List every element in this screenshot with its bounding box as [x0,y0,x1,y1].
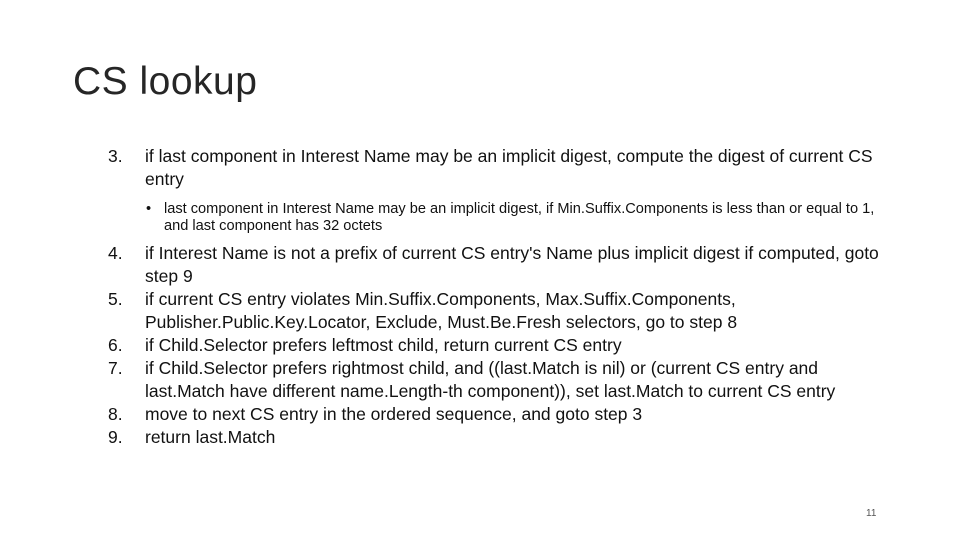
step-text: if Child.Selector prefers leftmost child, return current CS entry [145,335,622,355]
step-number: 5. [108,289,123,309]
step-item [108,145,888,191]
step-item [108,288,888,334]
step-item [108,242,888,288]
step-item [108,403,888,426]
step-number: 3. [108,146,123,166]
sub-bullet-item [145,201,888,235]
step-number: 4. [108,243,123,263]
step-text: return last.Match [145,427,276,447]
step-item [108,426,888,449]
page-number: 11 [866,508,877,519]
sub-bullet-text: last component in Interest Name may be an implicit digest, if Min.Suffix.Components is less than or equal to 1, and last component has 32 octets [164,201,875,234]
slide-title: CS lookup [73,60,258,103]
step-text: if Child.Selector prefers rightmost child, and ((last.Match is nil) or (current CS entry and last.Match have different name.Length-th component)), set last.Match to current CS entry [145,358,836,401]
step-text: if last component in Interest Name may be an implicit digest, compute the digest of current CS entry [145,146,873,189]
step-number: 9. [108,427,123,447]
step-text: if current CS entry violates Min.Suffix.Components, Max.Suffix.Components, Publisher.Public.Key.Locator, Exclude, Must.Be.Fresh selectors, go to step 8 [145,289,738,332]
step-item [108,334,888,357]
step-item [108,357,888,403]
step-number: 7. [108,358,123,378]
step-text: move to next CS entry in the ordered sequence, and goto step 3 [145,404,643,424]
step-number: 6. [108,335,123,355]
step-list [108,145,888,449]
bullet-icon: • [146,201,152,217]
step-text: if Interest Name is not a prefix of current CS entry's Name plus implicit digest if computed, goto step 9 [145,243,879,286]
step-number: 8. [108,404,123,424]
